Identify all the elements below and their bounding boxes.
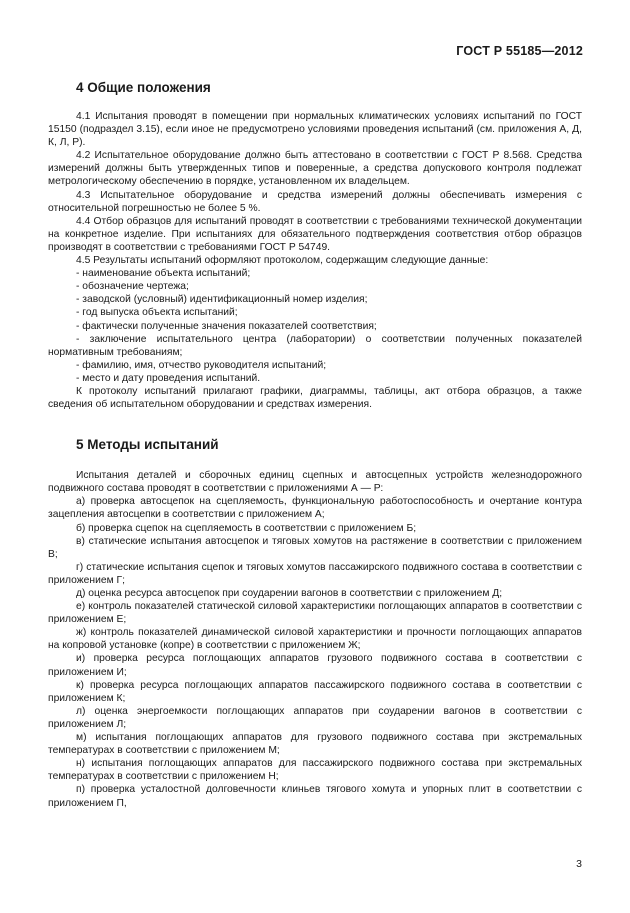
section-5-intro: Испытания деталей и сборочных единиц сцепных и автосцепных устройств железнодорожного подвижного состава проводят в соответствии с приложениями А — Р: [48, 470, 582, 495]
test-method-item: м) испытания поглощающих аппаратов для грузового подвижного состава при экстремальных температурах в соответствии с приложением М; [48, 732, 582, 757]
standard-code: ГОСТ Р 55185—2012 [456, 44, 583, 58]
page-content [48, 80, 582, 810]
test-method-item: в) статические испытания автосцепок и тяговых хомутов на растяжение в соответствии с приложением В; [48, 535, 582, 560]
section-4-title: 4 Общие положения [76, 80, 211, 95]
test-method-item: и) проверка ресурса поглощающих аппаратов грузового подвижного состава в соответствии с приложением И; [48, 653, 582, 678]
test-method-item: к) проверка ресурса поглощающих аппаратов пассажирского подвижного состава в соответствии с приложением К; [48, 679, 582, 704]
paragraph-4-5: 4.5 Результаты испытаний оформляют протоколом, содержащим следующие данные: [76, 255, 489, 267]
protocol-attachments-paragraph: К протоколу испытаний прилагают графики, диаграммы, таблицы, акт отбора образцов, а также сведения об испытательном оборудовании и средствах измерения. [48, 385, 582, 411]
test-method-item: д) оценка ресурса автосцепок при соударении вагонов в соответствии с приложением Д; [76, 588, 503, 599]
protocol-list-item: - фактически полученные значения показателей соответствия; [76, 320, 377, 332]
protocol-list-item: - наименование объекта испытаний; [76, 268, 251, 280]
test-method-item: л) оценка энергоемкости поглощающих аппаратов при соударении вагонов в соответствии с приложением Л; [48, 705, 582, 730]
test-method-item: г) статические испытания сцепок и тяговых хомутов пассажирского подвижного состава в соответствии с приложением Г; [48, 561, 582, 586]
protocol-list-item: - место и дату проведения испытаний. [76, 372, 261, 384]
test-method-item: е) контроль показателей статической силовой характеристики поглощающих аппаратов в соответствии с приложением Е; [48, 601, 582, 626]
paragraph-4-1: 4.1 Испытания проводят в помещении при нормальных климатических условиях испытаний по ГОСТ 15150 (подраздел 3.15), если иное не предусмотрено условиями проведения испытаний (см. приложения А, Д, К, Л, Р). [48, 111, 582, 149]
test-method-item: п) проверка усталостной долговечности клиньев тягового хомута и упорных плит в соответствии с приложением П, [48, 784, 582, 809]
test-method-item: а) проверка автосцепок на сцепляемость, функциональную работоспособность и очертание контура зацепления автосцепки в соответствии с приложением А; [48, 496, 582, 521]
protocol-list-item: - заводской (условный) идентификационный номер изделия; [76, 294, 368, 306]
paragraph-4-4: 4.4 Отбор образцов для испытаний проводят в соответствии с требованиями технической документации на конкретное изделие. При испытаниях для обязательного подтверждения соответствия отбор образцов производят в соответствии с требованиями ГОСТ Р 54749. [48, 215, 582, 253]
protocol-list-item: - заключение испытательного центра (лаборатории) о соответствии полученных показателей нормативным требованиям; [48, 333, 582, 358]
protocol-list-item: - год выпуска объекта испытаний; [76, 307, 238, 319]
protocol-list-item: - обозначение чертежа; [76, 281, 189, 293]
test-method-item: б) проверка сцепок на сцепляемость в соответствии с приложением Б; [76, 522, 417, 534]
protocol-list-item: - фамилию, имя, отчество руководителя испытаний; [76, 359, 327, 371]
page-number: 3 [576, 858, 582, 870]
test-method-item: н) испытания поглощающих аппаратов для пассажирского подвижного состава при экстремальных температурах в соответствии с приложением Н; [48, 758, 582, 783]
paragraph-4-3: 4.3 Испытательное оборудование и средства измерений должны обеспечивать измерения с относительной погрешностью не более 5 %. [48, 189, 582, 214]
test-method-item: ж) контроль показателей динамической силовой характеристики и прочности поглощающих аппаратов на копровой установке (копре) в соответствии с приложением Ж; [48, 627, 582, 652]
paragraph-4-2: 4.2 Испытательное оборудование должно быть аттестовано в соответствии с ГОСТ Р 8.568. Средства измерений должны быть утвержденных типов и поверенные, а средства допускового контроля подлежат метрологическому обеспечению в порядке, установленном их владельцем. [48, 150, 582, 188]
section-5-title: 5 Методы испытаний [76, 437, 219, 453]
